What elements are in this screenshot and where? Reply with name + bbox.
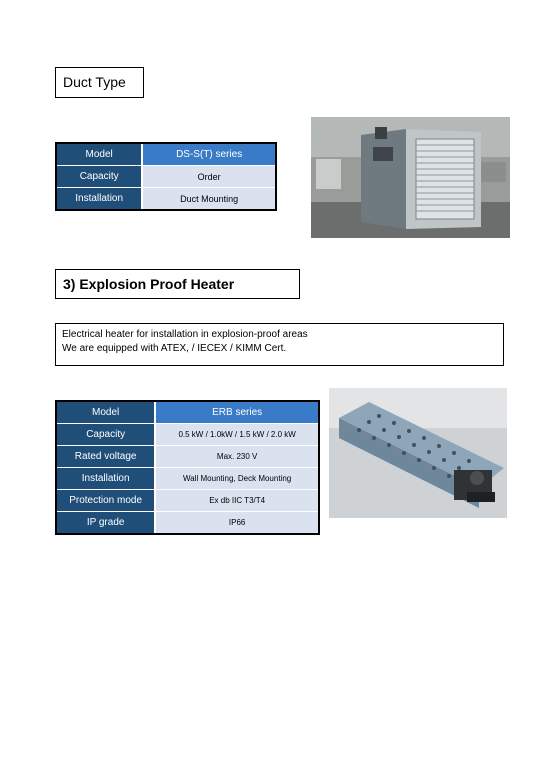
spec-key: Model <box>57 402 156 424</box>
spec-key: Capacity <box>57 166 143 188</box>
spec-key: Rated voltage <box>57 446 156 468</box>
spec-value: Max. 230 V <box>156 446 318 468</box>
spec-key: IP grade <box>57 512 156 533</box>
explosion-proof-heater-title-text: 3) Explosion Proof Heater <box>63 276 235 292</box>
table-row <box>57 468 318 490</box>
spec-key: Installation <box>57 188 143 209</box>
spec-value: ERB series <box>156 402 318 424</box>
table-row <box>57 446 318 468</box>
explosion-proof-heater-photo <box>329 388 507 518</box>
table-row <box>57 144 275 166</box>
duct-heater-photo <box>311 117 510 238</box>
description-line: We are equipped with ATEX, / IECEX / KIMM Cert. <box>62 343 287 354</box>
description-line: Electrical heater for installation in explosion-proof areas <box>62 329 308 340</box>
table-row <box>57 402 318 424</box>
table-row <box>57 424 318 446</box>
table-row <box>57 512 318 533</box>
spec-key: Protection mode <box>57 490 156 512</box>
duct-type-title <box>55 67 144 98</box>
explosion-proof-spec-table <box>55 400 320 535</box>
spec-value: Ex db IIC T3/T4 <box>156 490 318 512</box>
spec-value: Wall Mounting, Deck Mounting <box>156 468 318 490</box>
spec-key: Capacity <box>57 424 156 446</box>
spec-value: DS-S(T) series <box>143 144 275 166</box>
spec-value: Order <box>143 166 275 188</box>
table-row <box>57 188 275 209</box>
duct-type-title-text: Duct Type <box>63 74 126 90</box>
spec-value: Duct Mounting <box>143 188 275 209</box>
explosion-proof-description <box>55 323 504 366</box>
spec-value: 0.5 kW / 1.0kW / 1.5 kW / 2.0 kW <box>156 424 318 446</box>
explosion-proof-heater-title <box>55 269 300 299</box>
table-row <box>57 166 275 188</box>
table-row <box>57 490 318 512</box>
spec-key: Model <box>57 144 143 166</box>
spec-key: Installation <box>57 468 156 490</box>
spec-value: IP66 <box>156 512 318 533</box>
duct-type-spec-table <box>55 142 277 211</box>
